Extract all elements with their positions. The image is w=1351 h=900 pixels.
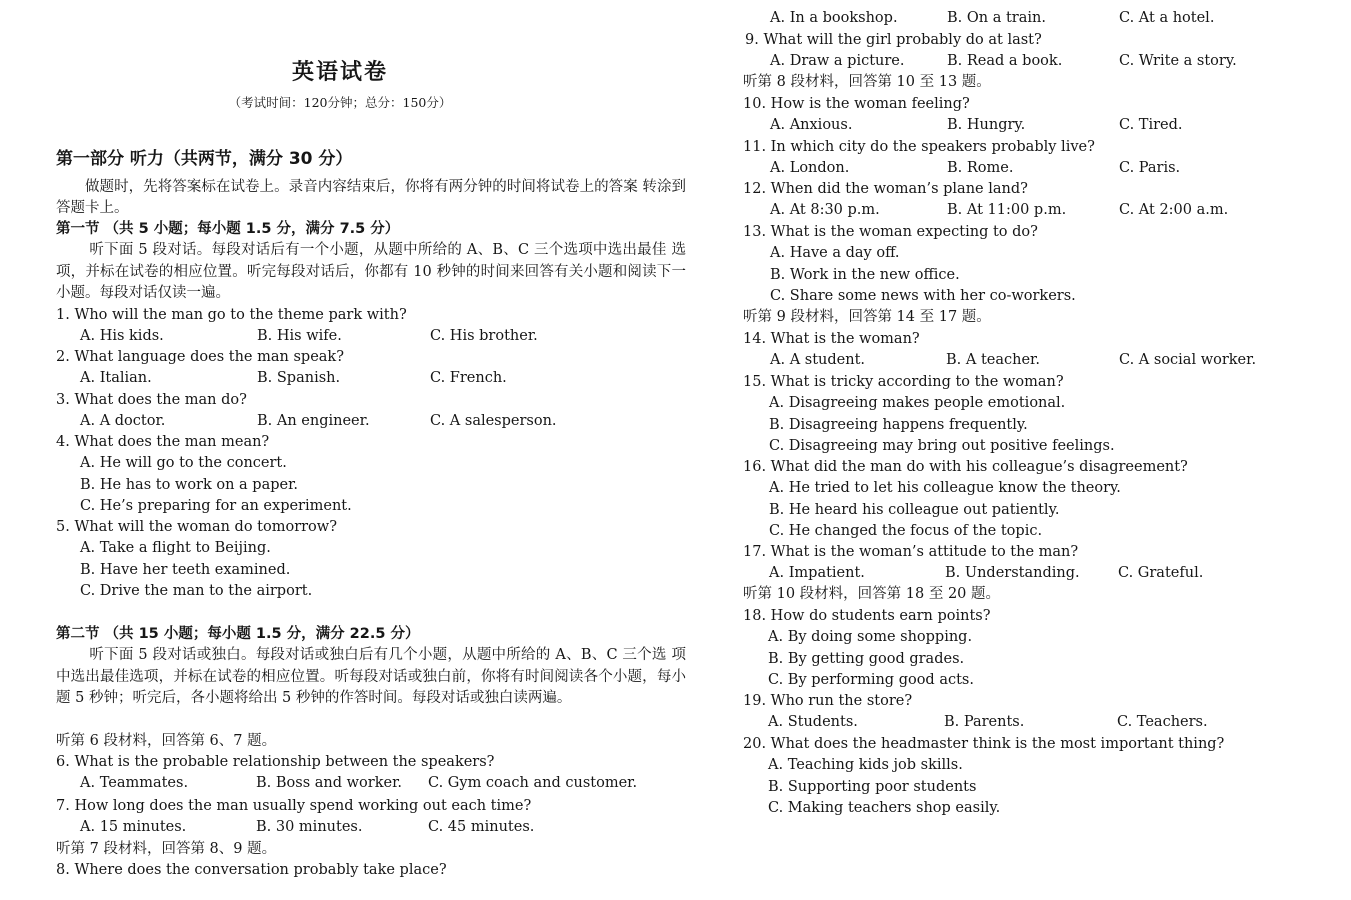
question-8-stem-block: [56, 860, 686, 881]
option-b: B. His wife.: [257, 328, 342, 345]
option-a: A. Impatient.: [769, 565, 865, 582]
option-b: B. He heard his colleague out patiently.: [769, 501, 1060, 518]
material-9: [743, 307, 1323, 328]
question-9: [743, 30, 1323, 73]
option-c: C. 45 minutes.: [428, 819, 535, 836]
option-a: A. In a bookshop.: [770, 10, 898, 26]
question-stem: 19. Who run the store?: [743, 693, 913, 709]
option-b: B. At 11:00 p.m.: [947, 202, 1067, 219]
option-c: C. Teachers.: [1117, 714, 1208, 731]
option-a: A. London.: [770, 160, 850, 177]
option-c: C. He’s preparing for an experiment.: [80, 497, 352, 514]
option-a: A. Anxious.: [770, 117, 853, 134]
option-c: C. A social worker.: [1119, 352, 1257, 369]
option-a: A. Students.: [768, 714, 858, 731]
question-16: [743, 457, 1323, 542]
question-stem: 2. What language does the man speak?: [56, 349, 344, 365]
question-12: [743, 179, 1323, 222]
option-b: B. Disagreeing happens frequently.: [769, 416, 1028, 433]
option-b: B. An engineer.: [257, 413, 370, 430]
option-b: B. On a train.: [947, 10, 1046, 26]
material-8: [743, 72, 1323, 93]
part1-intro-block: [56, 177, 686, 220]
option-a: A. Disagreeing makes people emotional.: [769, 395, 1066, 412]
option-b: B. Boss and worker.: [256, 775, 403, 792]
question-stem: 7. How long does the man usually spend working out each time?: [56, 798, 532, 814]
question-stem: 5. What will the woman do tomorrow?: [56, 519, 337, 535]
question-options: [743, 115, 1323, 136]
question-6: [56, 752, 686, 795]
section1-title: 第一节 （共 5 小题；每小题 1.5 分，满分 7.5 分）: [56, 221, 400, 237]
material-10-label: 听第 10 段材料，回答第 18 至 20 题。: [743, 586, 1001, 602]
exam-subtitle: （考试时间：120分钟；总分：150分）: [228, 95, 452, 110]
question-stem: 16. What did the man do with his colleague’s disagreement?: [743, 459, 1188, 475]
material-8-label: 听第 8 段材料，回答第 10 至 13 题。: [743, 74, 991, 90]
option-a: A. Have a day off.: [770, 245, 900, 262]
question-options: [56, 326, 686, 347]
material-7: [56, 839, 686, 860]
question-stem: 11. In which city do the speakers probably live?: [743, 139, 1095, 155]
question-18: [743, 606, 1323, 691]
question-options: [743, 350, 1323, 371]
question-options: [56, 368, 686, 389]
option-b: B. Understanding.: [945, 565, 1080, 582]
option-c: C. Gym coach and customer.: [428, 775, 638, 792]
option-a: A. Italian.: [80, 370, 152, 387]
option-b: B. By getting good grades.: [768, 650, 965, 667]
option-b: B. Spanish.: [257, 370, 341, 387]
question-stem: 12. When did the woman’s plane land?: [743, 181, 1028, 197]
question-3: [56, 390, 686, 433]
option-a: A. At 8:30 p.m.: [770, 202, 880, 219]
question-options: [56, 773, 686, 794]
option-c: C. At 2:00 a.m.: [1119, 202, 1229, 219]
section2-block: [56, 624, 686, 709]
question-options: [743, 563, 1323, 584]
question-13: [743, 222, 1323, 307]
option-c: C. Drive the man to the airport.: [80, 582, 313, 599]
part1-title: 第一部分 听力（共两节，满分 30 分）: [56, 149, 353, 169]
question-stem: 20. What does the headmaster think is the most important thing?: [743, 736, 1225, 752]
section2-instructions: 听下面 5 段对话或独白。每段对话或独白后有几个小题，从题中所给的 A、B、C 三个选 项中选出最佳选项，并标在试卷的相应位置。听每段对话或独白前，你将有时间阅读各个小题，每小题 5 秒钟；听完后，各小题将给出 5 秒钟的作答时间。每段对话或独白读两遍。: [56, 647, 686, 706]
question-20: [743, 734, 1323, 819]
section2-title: 第二节 （共 15 小题；每小题 1.5 分，满分 22.5 分）: [56, 626, 420, 642]
option-c: C. Tired.: [1119, 117, 1183, 134]
question-stem: 14. What is the woman?: [743, 331, 920, 347]
question-options: [743, 51, 1323, 72]
option-b: B. Work in the new office.: [770, 266, 960, 283]
question-1: [56, 305, 686, 348]
option-a: A. 15 minutes.: [80, 819, 187, 836]
question-stem: 1. Who will the man go to the theme park with?: [56, 307, 407, 323]
material-6: [56, 731, 686, 752]
section1-block: [56, 219, 686, 304]
question-19: [743, 691, 1323, 734]
material-9-label: 听第 9 段材料，回答第 14 至 17 题。: [743, 309, 991, 325]
question-stem: 6. What is the probable relationship between the speakers?: [56, 754, 495, 770]
option-c: C. French.: [430, 370, 507, 387]
question-5: [56, 517, 686, 602]
question-options: [743, 158, 1323, 179]
option-c: C. Grateful.: [1118, 565, 1204, 582]
option-c: C. Disagreeing may bring out positive feelings.: [769, 437, 1115, 454]
option-a: A. Teaching kids job skills.: [768, 757, 963, 774]
section1-instructions: 听下面 5 段对话。每段对话后有一个小题，从题中所给的 A、B、C 三个选项中选出最佳 选项，并标在试卷的相应位置。听完每段对话后，你都有 10 秒钟的时间来回答有关小题和阅读下一小题。每段对话仅读一遍。: [56, 242, 686, 301]
option-a: A. A student.: [770, 352, 866, 369]
question-options: [56, 411, 686, 432]
option-c: C. Making teachers shop easily.: [768, 799, 1001, 816]
question-stem: 15. What is tricky according to the woman?: [743, 374, 1064, 390]
option-c: C. Paris.: [1119, 160, 1181, 177]
option-a: A. By doing some shopping.: [768, 629, 973, 646]
option-a: A. Draw a picture.: [770, 53, 905, 70]
option-b: B. Supporting poor students: [768, 778, 977, 795]
question-15: [743, 372, 1323, 457]
part1-intro: 做题时，先将答案标在试卷上。录音内容结束后，你将有两分钟的时间将试卷上的答案 转涂到答题卡上。: [56, 179, 686, 217]
option-c: C. His brother.: [430, 328, 538, 345]
question-stem: 10. How is the woman feeling?: [743, 96, 970, 112]
question-14: [743, 329, 1323, 372]
question-stem: 18. How do students earn points?: [743, 608, 991, 624]
option-a: A. Take a flight to Beijing.: [80, 540, 271, 557]
question-stem: 4. What does the man mean?: [56, 434, 270, 450]
option-c: C. Share some news with her co-workers.: [770, 287, 1076, 304]
question-4: [56, 432, 686, 517]
option-b: B. Read a book.: [947, 53, 1063, 70]
question-8-options: [743, 8, 1323, 29]
material-6-label: 听第 6 段材料，回答第 6、7 题。: [56, 733, 277, 749]
question-options: [56, 817, 686, 838]
question-10: [743, 94, 1323, 137]
question-2: [56, 347, 686, 390]
option-b: B. He has to work on a paper.: [80, 476, 299, 493]
option-b: B. Have her teeth examined.: [80, 561, 291, 578]
option-b: B. 30 minutes.: [256, 819, 363, 836]
option-b: B. Hungry.: [947, 117, 1026, 134]
question-stem: 9. What will the girl probably do at last?: [745, 32, 1042, 48]
option-a: A. Teammates.: [80, 775, 189, 792]
option-a: A. A doctor.: [80, 413, 166, 430]
option-c: C. Write a story.: [1119, 53, 1237, 70]
option-c: C. A salesperson.: [430, 413, 557, 430]
question-7: [56, 796, 686, 839]
option-b: B. Rome.: [947, 160, 1014, 177]
question-stem: 13. What is the woman expecting to do?: [743, 224, 1038, 240]
question-stem: 3. What does the man do?: [56, 392, 247, 408]
question-options: [743, 712, 1323, 733]
option-b: B. Parents.: [944, 714, 1025, 731]
question-stem: 17. What is the woman’s attitude to the man?: [743, 544, 1079, 560]
option-b: B. A teacher.: [946, 352, 1040, 369]
option-a: A. He will go to the concert.: [80, 455, 287, 472]
exam-title: 英语试卷: [291, 60, 388, 85]
option-c: C. By performing good acts.: [768, 671, 974, 688]
option-a: A. He tried to let his colleague know the theory.: [769, 480, 1121, 497]
option-c: C. He changed the focus of the topic.: [769, 522, 1043, 539]
question-stem: 8. Where does the conversation probably take place?: [56, 862, 447, 878]
material-10: [743, 584, 1323, 605]
question-11: [743, 137, 1323, 180]
option-c: C. At a hotel.: [1119, 10, 1215, 26]
question-options: [743, 8, 1323, 29]
question-17: [743, 542, 1323, 585]
question-options: [743, 200, 1323, 221]
option-a: A. His kids.: [80, 328, 164, 345]
material-7-label: 听第 7 段材料，回答第 8、9 题。: [56, 841, 277, 857]
